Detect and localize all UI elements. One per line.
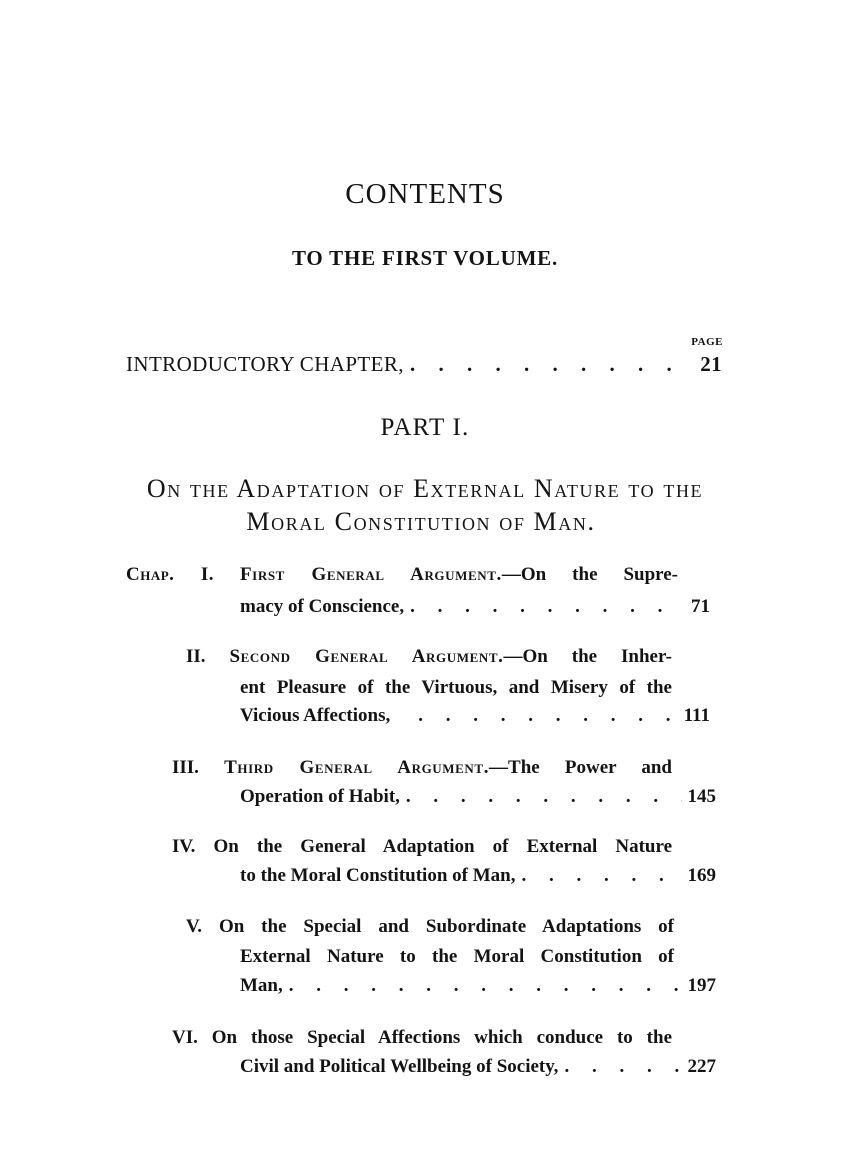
chapter-number: V. bbox=[186, 916, 203, 937]
dot-leader bbox=[289, 975, 682, 997]
dot-leader bbox=[410, 596, 685, 618]
entry-text: to the Moral Constitution of Man, bbox=[240, 865, 516, 886]
entry-text bbox=[126, 564, 678, 586]
entry-text-rest: On those Special Affections which conduce to the bbox=[211, 1027, 673, 1048]
entry-line-2 bbox=[240, 946, 674, 968]
chapter-number: II. bbox=[186, 646, 206, 667]
dot-leader bbox=[521, 865, 681, 887]
chapter-number: III. bbox=[172, 757, 199, 778]
chapter-number: VI. bbox=[172, 1027, 198, 1048]
entry-line-2 bbox=[240, 865, 716, 887]
dot-leader bbox=[406, 786, 682, 808]
entry-line-2 bbox=[240, 677, 672, 699]
page-number: 145 bbox=[687, 786, 716, 807]
entry-line-1 bbox=[126, 564, 678, 586]
entry-line-2 bbox=[240, 596, 710, 618]
contents-title: CONTENTS bbox=[345, 178, 505, 210]
entry-line-3 bbox=[240, 705, 710, 727]
entry-text bbox=[172, 757, 672, 779]
entry-text-rest: On the Special and Subordinate Adaptations of bbox=[218, 916, 675, 937]
part-subheading-line-1: On the Adaptation of External Nature to the bbox=[146, 474, 704, 503]
entry-line-2 bbox=[240, 786, 716, 808]
entry-line-3 bbox=[240, 975, 716, 997]
argument-heading: Third General Argument. bbox=[224, 757, 490, 778]
argument-heading: First General Argument. bbox=[239, 564, 502, 585]
toc-entry-introductory-chapter bbox=[126, 352, 722, 377]
dot-leader bbox=[418, 705, 677, 727]
page-number: 169 bbox=[687, 865, 716, 886]
entry-line-1 bbox=[172, 757, 672, 779]
page-column-heading: PAGE bbox=[691, 336, 723, 348]
dot-leader bbox=[564, 1056, 681, 1078]
volume-subtitle: TO THE FIRST VOLUME. bbox=[291, 246, 559, 270]
page-number: 21 bbox=[700, 352, 722, 376]
entry-text: Vicious Affections, bbox=[240, 705, 391, 726]
part-heading: PART I. bbox=[380, 414, 470, 441]
entry-text bbox=[186, 916, 674, 938]
entry-text: Operation of Habit, bbox=[240, 786, 400, 807]
entry-line-1 bbox=[186, 916, 674, 938]
page-number: 197 bbox=[687, 975, 716, 996]
entry-text: ent Pleasure of the Virtuous, and Misery of the bbox=[240, 677, 672, 698]
entry-line-1 bbox=[186, 646, 672, 668]
chapter-number: IV. bbox=[172, 836, 196, 857]
entry-line-1 bbox=[172, 1027, 672, 1049]
entry-text: External Nature to the Moral Constitution of bbox=[240, 946, 674, 967]
entry-text-rest: —On the Supre- bbox=[501, 564, 679, 585]
entry-line-1 bbox=[172, 836, 672, 858]
entry-text-rest: On the General Adaptation of External Nature bbox=[213, 836, 672, 857]
page-number: 227 bbox=[687, 1056, 716, 1077]
entry-text-rest: —On the Inher- bbox=[503, 646, 672, 667]
entry-line-2 bbox=[240, 1056, 716, 1078]
page-number: 71 bbox=[691, 596, 710, 617]
chapter-number: Chap. I. bbox=[126, 564, 215, 585]
entry-text: Man, bbox=[240, 975, 283, 996]
entry-title: INTRODUCTORY CHAPTER, bbox=[126, 352, 404, 376]
argument-heading: Second General Argument. bbox=[229, 646, 504, 667]
page-number: 111 bbox=[683, 705, 710, 726]
dot-leader bbox=[410, 352, 694, 377]
entry-text: macy of Conscience, bbox=[240, 596, 405, 617]
entry-text: Civil and Political Wellbeing of Society, bbox=[240, 1056, 559, 1077]
entry-text bbox=[172, 836, 672, 858]
entry-text-rest: —The Power and bbox=[489, 757, 672, 778]
entry-text bbox=[186, 646, 672, 668]
entry-text bbox=[172, 1027, 672, 1049]
part-subheading-line-2: Moral Constitution of Man. bbox=[246, 507, 596, 536]
